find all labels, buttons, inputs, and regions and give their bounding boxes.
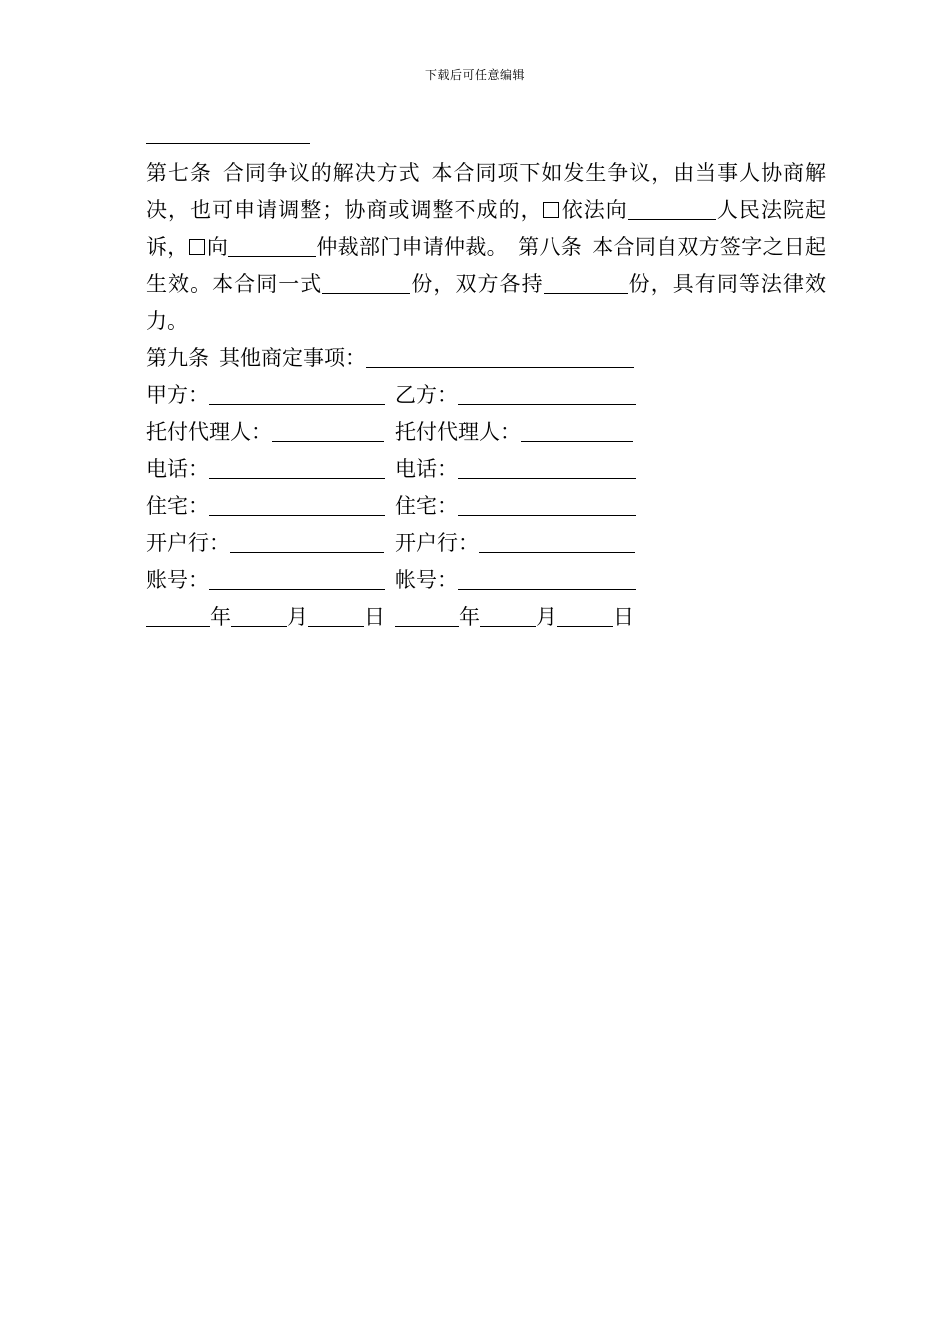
agent-a-label: 托付代理人：	[146, 420, 272, 444]
agent-b-label: 托付代理人：	[395, 420, 521, 444]
court-name-blank[interactable]	[628, 199, 716, 220]
arbitration-name-blank[interactable]	[228, 236, 316, 257]
article-8-text-1: 本合同自双方签字之日起生效。本合同一式	[146, 235, 827, 296]
year-a-blank[interactable]	[146, 606, 210, 627]
phone-b-blank[interactable]	[458, 458, 636, 479]
phone-a-label: 电话：	[146, 457, 209, 481]
agent-b-blank[interactable]	[521, 421, 633, 442]
article-7-title: 合同争议的解决方式	[221, 161, 421, 185]
party-b-label: 乙方：	[395, 383, 458, 407]
month-b-label: 月	[536, 605, 557, 629]
contract-body	[146, 155, 826, 636]
party-a-blank[interactable]	[209, 384, 385, 405]
option-court-suffix: 人民法院起诉，	[146, 198, 827, 259]
phone-b-label: 电话：	[395, 457, 458, 481]
signature-row	[146, 377, 826, 414]
page-header: 下载后可任意编辑	[424, 68, 525, 82]
article-8-heading: 第八条	[517, 235, 582, 259]
phone-a-blank[interactable]	[209, 458, 385, 479]
day-a-label: 日	[364, 605, 385, 629]
signature-row	[146, 451, 826, 488]
option-arbitration-prefix: 向	[206, 235, 229, 259]
signature-row	[146, 414, 826, 451]
signature-row	[146, 562, 826, 599]
account-a-blank[interactable]	[209, 569, 385, 590]
copies-total-blank[interactable]	[322, 273, 410, 294]
day-a-blank[interactable]	[308, 606, 364, 627]
article-8-text-2: 份，双方各持	[410, 272, 544, 296]
month-a-blank[interactable]	[231, 606, 287, 627]
bank-a-blank[interactable]	[230, 532, 384, 553]
bank-b-label: 开户行：	[395, 531, 479, 555]
option-court-prefix: 依法向	[560, 198, 628, 222]
month-a-label: 月	[287, 605, 308, 629]
copies-each-blank[interactable]	[544, 273, 628, 294]
checkbox-court[interactable]	[543, 202, 559, 218]
top-blank-line	[146, 143, 310, 144]
day-b-label: 日	[613, 605, 634, 629]
address-b-label: 住宅：	[395, 494, 458, 518]
signature-row	[146, 525, 826, 562]
article-9-row	[146, 340, 826, 377]
option-arbitration-suffix: 仲裁部门申请仲裁。	[316, 235, 508, 259]
year-b-label: 年	[459, 605, 480, 629]
year-b-blank[interactable]	[395, 606, 459, 627]
agent-a-blank[interactable]	[272, 421, 384, 442]
article-7-8-paragraph	[146, 155, 826, 340]
signature-row	[146, 488, 826, 525]
bank-a-label: 开户行：	[146, 531, 230, 555]
day-b-blank[interactable]	[557, 606, 613, 627]
account-b-blank[interactable]	[458, 569, 636, 590]
party-b-blank[interactable]	[458, 384, 636, 405]
article-9-label: 其他商定事项：	[219, 346, 366, 370]
party-a-label: 甲方：	[146, 383, 209, 407]
date-row	[146, 599, 826, 636]
checkbox-arbitration[interactable]	[189, 239, 205, 255]
month-b-blank[interactable]	[480, 606, 536, 627]
article-7-heading: 第七条	[146, 161, 212, 185]
address-a-label: 住宅：	[146, 494, 209, 518]
address-a-blank[interactable]	[209, 495, 385, 516]
article-7-text: 本合同项下如发生争议，由当事人协商解决，也可申请调整；协商或调整不成的，	[146, 161, 827, 222]
account-b-label: 帐号：	[395, 568, 458, 592]
account-a-label: 账号：	[146, 568, 209, 592]
bank-b-blank[interactable]	[479, 532, 635, 553]
year-a-label: 年	[210, 605, 231, 629]
article-8-text-3: 份，具有同等法律效力。	[146, 272, 827, 333]
address-b-blank[interactable]	[458, 495, 636, 516]
article-9-heading: 第九条	[146, 346, 209, 370]
other-matters-blank[interactable]	[366, 347, 634, 368]
